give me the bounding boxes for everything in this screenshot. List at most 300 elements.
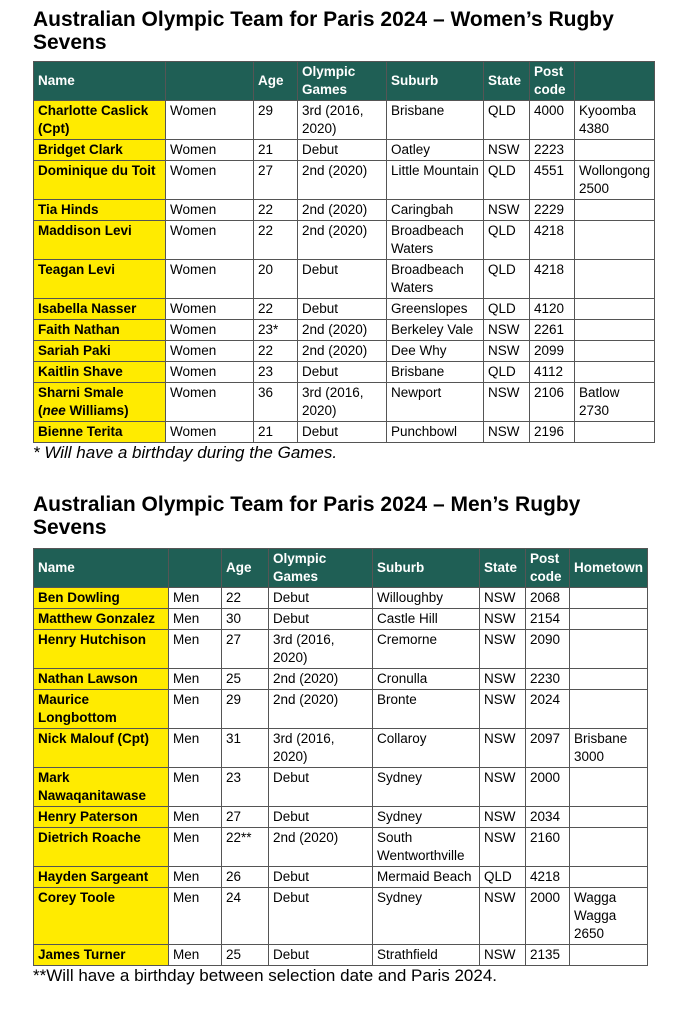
name-text: Tia Hinds	[38, 202, 99, 217]
cell-suburb	[387, 341, 484, 362]
cell-suburb	[373, 588, 480, 609]
table-row	[34, 140, 655, 161]
cell-gender	[166, 341, 254, 362]
gender-text: Men	[173, 611, 200, 626]
cell-age	[254, 299, 298, 320]
cell-games	[269, 828, 373, 867]
gender-text: Women	[170, 364, 217, 379]
cell-age	[254, 161, 298, 200]
cell-hometown	[575, 161, 655, 200]
cell-name	[34, 362, 166, 383]
cell-state	[480, 888, 526, 945]
suburb-text: Caringbah	[391, 202, 454, 217]
cell-postcode	[530, 221, 575, 260]
cell-age	[222, 588, 269, 609]
state-text: NSW	[488, 322, 520, 337]
suburb-text: Bronte	[377, 692, 417, 707]
cell-suburb	[387, 221, 484, 260]
women-title-line2: Sevens	[33, 31, 107, 54]
cell-age	[222, 690, 269, 729]
cell-state	[484, 140, 530, 161]
cell-suburb	[387, 299, 484, 320]
postcode-text: 2160	[530, 830, 561, 845]
cell-state	[484, 221, 530, 260]
postcode-text: 4218	[534, 262, 565, 277]
men-roster-table	[33, 548, 648, 966]
postcode-text: 2229	[534, 202, 565, 217]
cell-hometown	[570, 729, 648, 768]
cell-games	[298, 161, 387, 200]
cell-games	[298, 422, 387, 443]
cell-age	[222, 729, 269, 768]
cell-postcode	[530, 299, 575, 320]
suburb-text: South Wentworthville	[377, 830, 465, 863]
table-row	[34, 945, 648, 966]
gender-text: Men	[173, 632, 200, 647]
state-text: NSW	[484, 947, 516, 962]
postcode-text: 4112	[534, 364, 564, 379]
header-gender	[166, 62, 254, 101]
cell-gender	[169, 867, 222, 888]
postcode-text: 4218	[530, 869, 561, 884]
cell-games	[269, 807, 373, 828]
hometown-text: Kyoomba 4380	[579, 103, 637, 136]
cell-postcode	[530, 260, 575, 299]
hometown-text: Brisbane 3000	[574, 731, 628, 764]
table-row	[34, 768, 648, 807]
header-name: Name	[34, 62, 166, 101]
cell-postcode	[530, 101, 575, 140]
cell-postcode	[530, 200, 575, 221]
games-text: Debut	[302, 364, 339, 379]
cell-postcode	[530, 320, 575, 341]
suburb-text: Castle Hill	[377, 611, 438, 626]
cell-postcode	[526, 690, 570, 729]
name-text: Maurice Longbottom	[38, 692, 117, 725]
cell-gender	[166, 320, 254, 341]
cell-suburb	[387, 161, 484, 200]
cell-suburb	[387, 200, 484, 221]
cell-name	[34, 588, 169, 609]
cell-name	[34, 828, 169, 867]
suburb-text: Sydney	[377, 770, 423, 785]
games-text: 3rd (2016, 2020)	[273, 632, 335, 665]
cell-age	[222, 630, 269, 669]
cell-name	[34, 945, 169, 966]
cell-state	[480, 945, 526, 966]
men-footnote: **Will have a birthday between selection date and Paris 2024.	[33, 966, 498, 985]
cell-games	[269, 867, 373, 888]
postcode-text: 4218	[534, 223, 565, 238]
cell-hometown	[575, 320, 655, 341]
postcode-text: 2068	[530, 590, 561, 605]
cell-gender	[169, 828, 222, 867]
games-text: 2nd (2020)	[273, 671, 339, 686]
cell-suburb	[387, 140, 484, 161]
cell-postcode	[526, 768, 570, 807]
cell-gender	[169, 609, 222, 630]
gender-text: Men	[173, 869, 200, 884]
state-text: NSW	[484, 590, 516, 605]
age-text: 22	[226, 590, 242, 605]
cell-hometown	[575, 200, 655, 221]
gender-text: Women	[170, 103, 217, 118]
cell-games	[269, 729, 373, 768]
cell-suburb	[373, 768, 480, 807]
state-text: QLD	[488, 301, 516, 316]
table-row	[34, 383, 655, 422]
women-roster-table	[33, 61, 655, 443]
gender-text: Men	[173, 770, 200, 785]
postcode-text: 2223	[534, 142, 565, 157]
age-text: 25	[226, 947, 242, 962]
postcode-text: 2154	[530, 611, 561, 626]
cell-age	[254, 422, 298, 443]
hometown-text: Wagga Wagga 2650	[574, 890, 617, 941]
cell-games	[298, 383, 387, 422]
cell-suburb	[373, 828, 480, 867]
cell-state	[484, 299, 530, 320]
header-age: Age	[254, 62, 298, 101]
cell-postcode	[526, 669, 570, 690]
age-text: 20	[258, 262, 274, 277]
suburb-text: Cremorne	[377, 632, 438, 647]
cell-state	[480, 588, 526, 609]
age-text: 27	[226, 809, 242, 824]
cell-name	[34, 161, 166, 200]
cell-games	[269, 690, 373, 729]
cell-postcode	[530, 161, 575, 200]
table-row	[34, 341, 655, 362]
state-text: NSW	[484, 692, 516, 707]
state-text: NSW	[484, 830, 516, 845]
gender-text: Men	[173, 590, 200, 605]
age-text: 23*	[258, 322, 279, 337]
postcode-text: 4551	[534, 163, 565, 178]
cell-state	[480, 768, 526, 807]
name-text: Dietrich Roache	[38, 830, 141, 845]
name-italic: nee	[42, 403, 66, 418]
gender-text: Men	[173, 890, 200, 905]
header-hometown: Hometown	[570, 549, 648, 588]
cell-gender	[166, 260, 254, 299]
cell-games	[269, 768, 373, 807]
cell-games	[298, 320, 387, 341]
games-text: Debut	[302, 301, 339, 316]
age-text: 21	[258, 142, 274, 157]
games-text: Debut	[273, 590, 310, 605]
suburb-text: Punchbowl	[391, 424, 458, 439]
name-suffix-pre: (	[38, 403, 43, 418]
suburb-text: Dee Why	[391, 343, 447, 358]
state-text: NSW	[484, 671, 516, 686]
header-name: Name	[34, 549, 169, 588]
state-text: NSW	[484, 770, 516, 785]
table-row	[34, 320, 655, 341]
games-text: 2nd (2020)	[302, 322, 368, 337]
name-text: Isabella Nasser	[38, 301, 137, 316]
games-text: Debut	[273, 770, 310, 785]
cell-age	[254, 341, 298, 362]
cell-age	[222, 609, 269, 630]
cell-age	[254, 383, 298, 422]
name-text: James Turner	[38, 947, 126, 962]
cell-name	[34, 320, 166, 341]
games-text: 2nd (2020)	[302, 223, 368, 238]
name-text: Teagan Levi	[38, 262, 116, 277]
name-text: Nathan Lawson	[38, 671, 138, 686]
cell-suburb	[373, 669, 480, 690]
cell-suburb	[373, 690, 480, 729]
cell-gender	[166, 299, 254, 320]
suburb-text: Sydney	[377, 809, 423, 824]
suburb-text: Collaroy	[377, 731, 427, 746]
table-row	[34, 161, 655, 200]
cell-age	[254, 320, 298, 341]
name-text: Kaitlin Shave	[38, 364, 123, 379]
cell-hometown	[570, 609, 648, 630]
cell-games	[269, 669, 373, 690]
cell-hometown	[570, 888, 648, 945]
cell-games	[298, 200, 387, 221]
name-text: Corey Toole	[38, 890, 116, 905]
age-text: 21	[258, 424, 274, 439]
women-title-line1: Australian Olympic Team for Paris 2024 – Women’s Rugby	[33, 8, 614, 31]
cell-suburb	[387, 422, 484, 443]
cell-postcode	[526, 945, 570, 966]
table-row	[34, 888, 648, 945]
cell-age	[222, 768, 269, 807]
cell-gender	[169, 588, 222, 609]
cell-postcode	[526, 807, 570, 828]
state-text: NSW	[484, 809, 516, 824]
cell-age	[222, 828, 269, 867]
postcode-text: 2097	[530, 731, 561, 746]
name-text: Matthew Gonzalez	[38, 611, 156, 626]
cell-name	[34, 341, 166, 362]
name-text: Sariah Paki	[38, 343, 111, 358]
cell-name	[34, 630, 169, 669]
cell-state	[480, 690, 526, 729]
age-text: 36	[258, 385, 274, 400]
table-row	[34, 609, 648, 630]
name-text: Mark Nawaqanitawase	[38, 770, 147, 803]
cell-postcode	[526, 588, 570, 609]
suburb-text: Mermaid Beach	[377, 869, 472, 884]
header-postcode: Post code	[530, 62, 575, 101]
cell-name	[34, 260, 166, 299]
cell-name	[34, 669, 169, 690]
games-text: 2nd (2020)	[273, 830, 339, 845]
age-text: 25	[226, 671, 242, 686]
gender-text: Women	[170, 163, 217, 178]
state-text: NSW	[488, 385, 520, 400]
postcode-text: 2230	[530, 671, 561, 686]
suburb-text: Willoughby	[377, 590, 444, 605]
games-text: 3rd (2016, 2020)	[273, 731, 335, 764]
gender-text: Men	[173, 830, 200, 845]
header-state: State	[484, 62, 530, 101]
cell-gender	[166, 362, 254, 383]
suburb-text: Little Mountain	[391, 163, 479, 178]
cell-hometown	[575, 383, 655, 422]
cell-gender	[166, 161, 254, 200]
cell-name	[34, 867, 169, 888]
cell-age	[222, 867, 269, 888]
cell-hometown	[570, 669, 648, 690]
cell-age	[254, 140, 298, 161]
cell-hometown	[575, 422, 655, 443]
cell-hometown	[570, 690, 648, 729]
cell-hometown	[575, 299, 655, 320]
gender-text: Women	[170, 142, 217, 157]
cell-games	[298, 362, 387, 383]
cell-age	[222, 807, 269, 828]
state-text: NSW	[484, 731, 516, 746]
state-text: NSW	[484, 890, 516, 905]
table-row	[34, 260, 655, 299]
age-text: 22	[258, 202, 274, 217]
age-text: 29	[258, 103, 274, 118]
table-row	[34, 630, 648, 669]
cell-state	[480, 630, 526, 669]
suburb-text: Sydney	[377, 890, 423, 905]
state-text: NSW	[488, 424, 520, 439]
games-text: 3rd (2016, 2020)	[302, 385, 364, 418]
table-row	[34, 588, 648, 609]
age-text: 26	[226, 869, 242, 884]
cell-name	[34, 888, 169, 945]
cell-hometown	[570, 807, 648, 828]
games-text: Debut	[302, 262, 339, 277]
header-postcode: Post code	[526, 549, 570, 588]
cell-state	[480, 609, 526, 630]
cell-name	[34, 690, 169, 729]
cell-state	[480, 807, 526, 828]
cell-name	[34, 383, 166, 422]
cell-hometown	[575, 362, 655, 383]
cell-hometown	[575, 341, 655, 362]
cell-gender	[166, 101, 254, 140]
state-text: QLD	[488, 163, 516, 178]
postcode-text: 2261	[534, 322, 565, 337]
header-suburb: Suburb	[387, 62, 484, 101]
age-text: 22**	[226, 830, 252, 845]
cell-suburb	[373, 888, 480, 945]
state-text: QLD	[488, 223, 516, 238]
cell-hometown	[570, 867, 648, 888]
cell-suburb	[387, 101, 484, 140]
state-text: NSW	[488, 343, 520, 358]
table-row	[34, 729, 648, 768]
postcode-text: 2099	[534, 343, 565, 358]
name-suffix-post: Williams)	[65, 403, 129, 418]
suburb-text: Brisbane	[391, 364, 445, 379]
hometown-text: Batlow 2730	[579, 385, 620, 418]
gender-text: Women	[170, 262, 217, 277]
suburb-text: Oatley	[391, 142, 431, 157]
cell-name	[34, 101, 166, 140]
postcode-text: 2106	[534, 385, 565, 400]
cell-state	[484, 200, 530, 221]
cell-gender	[169, 690, 222, 729]
cell-gender	[166, 422, 254, 443]
header-olympic-games: Olympic Games	[298, 62, 387, 101]
cell-state	[480, 867, 526, 888]
state-text: NSW	[484, 611, 516, 626]
games-text: Debut	[273, 611, 310, 626]
gender-text: Men	[173, 809, 200, 824]
gender-text: Women	[170, 322, 217, 337]
cell-postcode	[530, 383, 575, 422]
men-section-title	[33, 493, 580, 539]
cell-hometown	[575, 221, 655, 260]
state-text: QLD	[484, 869, 512, 884]
age-text: 29	[226, 692, 242, 707]
age-text: 27	[258, 163, 274, 178]
cell-state	[484, 341, 530, 362]
header-state: State	[480, 549, 526, 588]
state-text: QLD	[488, 103, 516, 118]
age-text: 24	[226, 890, 242, 905]
cell-games	[269, 630, 373, 669]
name-text: Maddison Levi	[38, 223, 132, 238]
cell-postcode	[526, 828, 570, 867]
cell-games	[298, 341, 387, 362]
suburb-text: Greenslopes	[391, 301, 468, 316]
state-text: QLD	[488, 364, 516, 379]
age-text: 22	[258, 223, 274, 238]
table-row	[34, 101, 655, 140]
cell-postcode	[526, 729, 570, 768]
cell-name	[34, 768, 169, 807]
cell-hometown	[575, 101, 655, 140]
name-text: Faith Nathan	[38, 322, 120, 337]
cell-age	[254, 101, 298, 140]
cell-postcode	[526, 888, 570, 945]
state-text: NSW	[488, 142, 520, 157]
cell-suburb	[373, 729, 480, 768]
header-olympic-games: Olympic Games	[269, 549, 373, 588]
cell-hometown	[570, 588, 648, 609]
table-row	[34, 200, 655, 221]
cell-postcode	[530, 362, 575, 383]
cell-games	[298, 101, 387, 140]
games-text: Debut	[273, 947, 310, 962]
name-text: Hayden Sargeant	[38, 869, 149, 884]
table-row	[34, 828, 648, 867]
cell-name	[34, 729, 169, 768]
cell-name	[34, 807, 169, 828]
postcode-text: 2034	[530, 809, 561, 824]
cell-gender	[169, 630, 222, 669]
age-text: 23	[258, 364, 274, 379]
games-text: Debut	[273, 890, 310, 905]
name-text: Nick Malouf (Cpt)	[38, 731, 149, 746]
cell-hometown	[570, 945, 648, 966]
cell-postcode	[530, 422, 575, 443]
cell-gender	[169, 768, 222, 807]
name-text: Dominique du Toit	[38, 163, 156, 178]
header-age: Age	[222, 549, 269, 588]
postcode-text: 4000	[534, 103, 565, 118]
cell-hometown	[570, 768, 648, 807]
name-text: Ben Dowling	[38, 590, 120, 605]
gender-text: Men	[173, 671, 200, 686]
age-text: 22	[258, 301, 274, 316]
cell-gender	[169, 945, 222, 966]
postcode-text: 2024	[530, 692, 561, 707]
